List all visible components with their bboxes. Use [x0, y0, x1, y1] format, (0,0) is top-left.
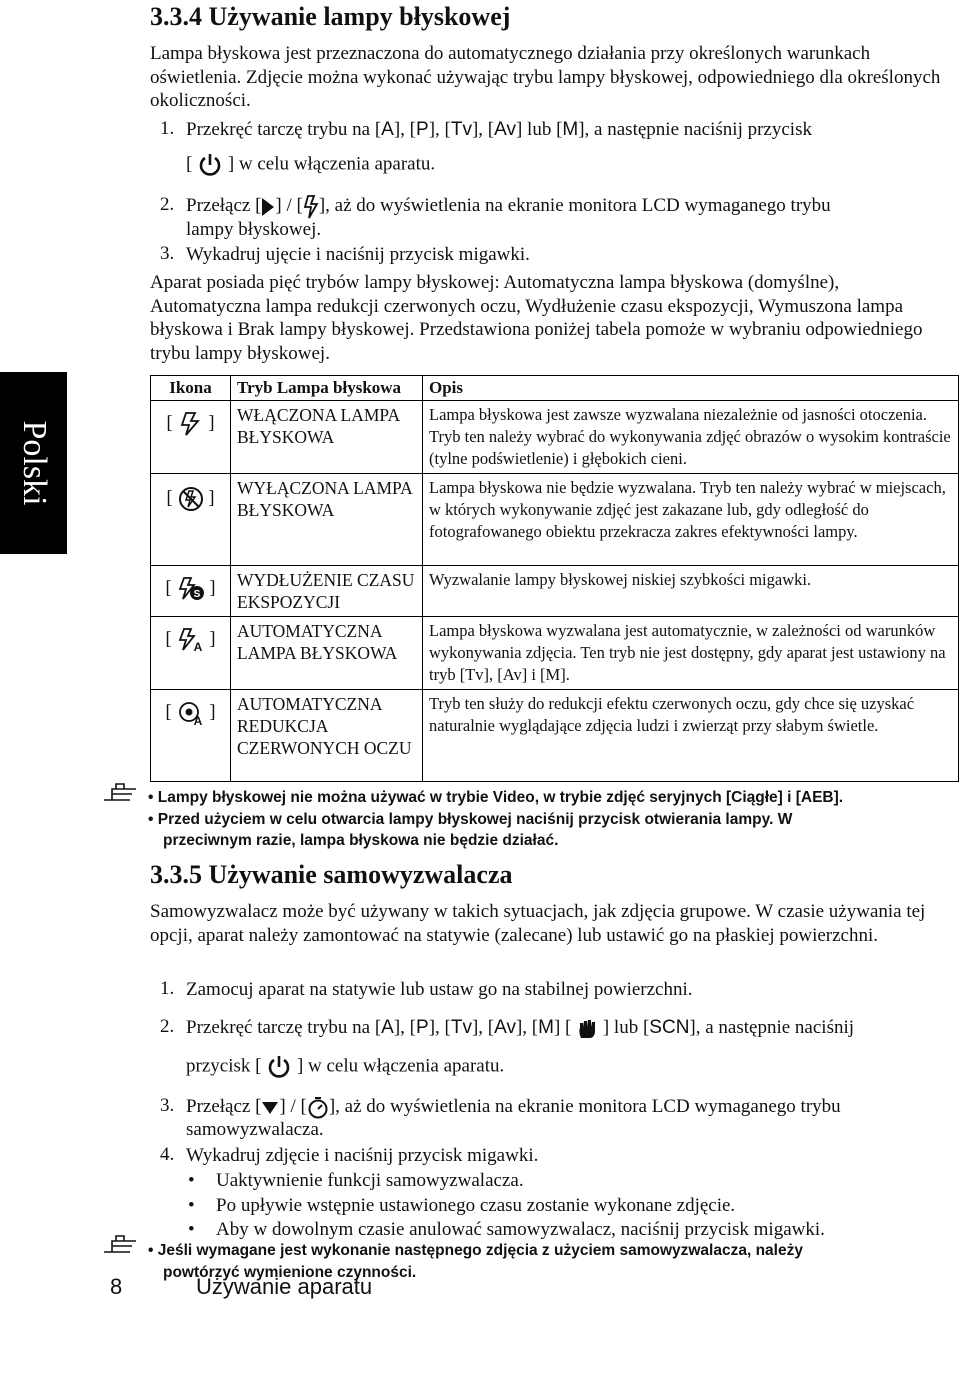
timer-step-3-cont: samowyzwalacza.	[186, 1119, 324, 1140]
table-cell-desc: Lampa błyskowa jest zawsze wyzwalana niezależnie od jasności otoczenia. Tryb ten należy wybrać do wykonywania zdjęć obrazów o wysokim kontraście (tylne podświetlenie) i głębokich cieni.	[423, 401, 959, 474]
table-row	[151, 617, 959, 690]
hand-icon	[576, 1018, 598, 1040]
flash-intro: Lampa błyskowa jest przeznaczona do automatycznego działania przy określonych warunkach oświetlenia. Zdjęcie można wykonać używając trybu lampy błyskowej, odpowiedniego dla określonych okoliczności.	[150, 43, 941, 111]
svg-text:A: A	[193, 714, 202, 726]
flash-note-2: • Przed użyciem w celu otwarcia lampy błyskowej naciśnij przycisk otwierania lampy. W	[148, 811, 793, 828]
timer-step-3: Przełącz [ ] / [ ], aż do wyświetlenia na ekranie monitora LCD wymaganego trybu	[186, 1095, 841, 1120]
flash-step-1-cont: [ ] w celu włączenia aparatu.	[186, 152, 435, 178]
flash-modes-body: Aparat posiada pięć trybów lampy błyskowej: Automatyczna lampa błyskowa (domyślne), Automatyczna lampa redukcji czerwonych oczu, Wydłużenie czasu ekspozycji, Wymuszona lampa błyskowa i Brak lampy błyskowej. Przedstawiona poniżej tabela pomoże w wybraniu odpowiedniego trybu lampy błyskowej.	[150, 272, 923, 364]
table-cell-mode: WŁĄCZONA LAMPA BŁYSKOWA	[231, 401, 423, 474]
table-cell-mode: WYDŁUŻENIE CZASU EKSPOZYCJI	[231, 566, 423, 617]
timer-note-1: • Jeśli wymagane jest wykonanie następnego zdjęcia z użyciem samowyzwalacza, należy	[148, 1242, 803, 1259]
table-cell-desc: Wyzwalanie lampy błyskowej niskiej szybkości migawki.	[423, 566, 959, 617]
flash-step-1: Przekręć tarczę trybu na [A], [P], [Tv], [Av] lub [M], a następnie naciśnij przycisk	[186, 119, 812, 140]
table-header-row	[151, 376, 959, 401]
table-cell-mode: WYŁĄCZONA LAMPA BŁYSKOWA	[231, 474, 423, 566]
table-cell-mode: AUTOMATYCZNA REDUKCJA CZERWONYCH OCZU	[231, 690, 423, 782]
right-arrow-icon	[261, 197, 275, 217]
flash-note-1: • Lampy błyskowej nie można używać w trybie Video, w trybie zdjęć seryjnych [Ciągłe] i [AEB].	[148, 789, 844, 806]
language-tab-label: Polski	[15, 420, 53, 506]
list-item: • Uaktywnienie funkcji samowyzwalacza.	[188, 1170, 524, 1191]
power-icon	[197, 152, 223, 178]
flash-icon	[303, 195, 319, 219]
table-cell-desc: Lampa błyskowa wyzwalana jest automatycznie, w zależności od warunków wykonywania zdjęcia. Ten tryb nie jest dostępny, gdy aparat jest ustawiony na tryb [Tv], [Av] i [M].	[423, 617, 959, 690]
flash-step-number: 3.	[160, 243, 175, 264]
power-icon	[266, 1054, 292, 1080]
slow-sync-icon	[177, 576, 205, 602]
table-cell-desc: Tryb ten służy do redukcji efektu czerwonych oczu, gdy chce się uzyskać naturalnie wyglądające zdjęcia ludzi i zwierząt przy słabym świetle.	[423, 690, 959, 782]
timer-step-number: 1.	[160, 978, 175, 999]
table-row	[151, 474, 959, 566]
footer-title: Używanie aparatu	[196, 1274, 373, 1299]
timer-step-4: Wykadruj zdjęcie i naciśnij przycisk migawki.	[186, 1145, 539, 1166]
timer-step-number: 4.	[160, 1144, 175, 1165]
flash-step-2-cont: lampy błyskowej.	[186, 219, 322, 240]
table-header: Tryb Lampa błyskowa	[231, 376, 423, 401]
note-hand-icon	[102, 780, 142, 804]
down-arrow-icon	[261, 1101, 279, 1115]
red-eye-icon	[177, 700, 205, 726]
flash-step-2: Przełącz [ ] / [ ], aż do wyświetlenia na ekranie monitora LCD wymaganego trybu	[186, 194, 831, 219]
table-cell-icon: [ S ]	[151, 566, 231, 617]
list-item: • Po upływie wstępnie ustawionego czasu zostanie wykonane zdjęcie.	[188, 1195, 736, 1216]
timer-step-1: Zamocuj aparat na statywie lub ustaw go na stabilnej powierzchni.	[186, 979, 693, 1000]
page-number: 8	[110, 1274, 123, 1299]
flash-step-number: 2.	[160, 194, 175, 215]
section-heading-flash: 3.3.4 Używanie lampy błyskowej	[150, 2, 511, 31]
flash-on-icon	[178, 411, 204, 437]
section-heading-self-timer: 3.3.5 Używanie samowyzwalacza	[150, 860, 513, 889]
timer-note-1-cont: powtórzyć wymienione czynności.	[163, 1264, 417, 1281]
table-cell-icon: [ A ]	[151, 690, 231, 782]
self-timer-intro: Samowyzwalacz może być używany w takich sytuacjach, jak zdjęcia grupowe. W czasie używania tej opcji, aparat należy zamontować na statywie (zalecane) lub ustawić go na płaskiej powierzchni.	[150, 901, 926, 946]
flash-off-icon	[178, 486, 204, 512]
timer-step-number: 2.	[160, 1016, 175, 1037]
timer-step-2-cont: przycisk [ ] w celu włączenia aparatu.	[186, 1054, 504, 1080]
list-item: • Aby w dowolnym czasie anulować samowyzwalacz, naciśnij przycisk migawki.	[188, 1219, 825, 1240]
language-tab	[0, 372, 67, 554]
table-cell-icon: [ A ]	[151, 617, 231, 690]
flash-step-number: 1.	[160, 118, 175, 139]
table-cell-mode: AUTOMATYCZNA LAMPA BŁYSKOWA	[231, 617, 423, 690]
table-cell-icon: [ ]	[151, 474, 231, 566]
svg-text:S: S	[193, 589, 200, 600]
svg-text:A: A	[193, 640, 202, 653]
table-row	[151, 690, 959, 782]
table-header: Ikona	[151, 376, 231, 401]
note-hand-icon	[102, 1232, 142, 1256]
table-row	[151, 401, 959, 474]
flash-note-2-cont: przeciwnym razie, lampa błyskowa nie będzie działać.	[163, 832, 559, 849]
flash-auto-icon	[177, 627, 205, 653]
table-header: Opis	[423, 376, 959, 401]
table-row	[151, 566, 959, 617]
timer-step-number: 3.	[160, 1095, 175, 1116]
self-timer-icon	[307, 1096, 329, 1120]
table-cell-desc: Lampa błyskowa nie będzie wyzwalana. Tryb ten należy wybrać w miejscach, w których wykonywanie zdjęć jest zakazane lub, gdy odległość do fotografowanego obiektu przekracza zakres efektywności lampy.	[423, 474, 959, 566]
flash-mode-table	[150, 375, 959, 782]
table-cell-icon: [ ]	[151, 401, 231, 474]
timer-step-2: Przekręć tarczę trybu na [A], [P], [Tv], [Av], [M] [ ] lub [SCN], a następnie naciśnij	[186, 1017, 855, 1038]
flash-step-3: Wykadruj ujęcie i naciśnij przycisk migawki.	[186, 244, 530, 265]
